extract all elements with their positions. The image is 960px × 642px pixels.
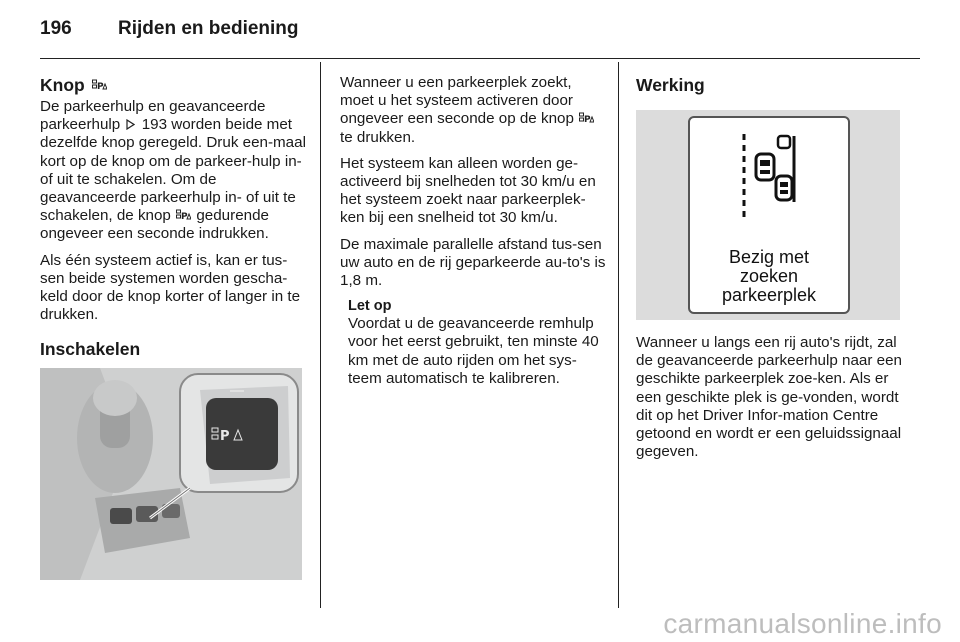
column-divider-2: [618, 62, 619, 608]
knop-para1-part-b: worden beide met dezelfde knop geregeld. Druk een-maal kort op de knop om de parkeer-hulp in- of uit te schakelen. Om de geavanceerde parkeerhulp in- of uit te schakelen, de knop: [40, 116, 306, 225]
parking-search-graphic: [690, 118, 848, 238]
parking-assist-button-icon: [176, 209, 191, 221]
page-number: 196: [40, 18, 72, 39]
display-line-1: Bezig met: [728, 247, 810, 267]
werking-heading: [636, 74, 906, 96]
activation-paragraph-3: De maximale parallelle afstand tus-sen uw auto en de rij geparkeerde au-to's is 1,8 m.: [340, 235, 606, 290]
column-2: [340, 74, 608, 388]
knop-para1-part-a: De parkeerhulp en geavanceerde parkeerhulp: [40, 98, 266, 134]
knop-heading: [40, 74, 306, 96]
driver-information-display-illustration: [636, 110, 900, 320]
knop-para1-part-c: gedurende ongeveer een seconde indrukken.: [40, 207, 269, 243]
parked-car-icon-bottom: [776, 176, 792, 200]
svg-text:P: P: [584, 115, 591, 125]
inschakelen-heading: [40, 338, 306, 360]
column-3: [636, 74, 906, 469]
svg-text:P: P: [96, 82, 104, 91]
knop-paragraph-1: [40, 98, 306, 244]
knop-heading-text: Knop: [40, 75, 85, 95]
note-block: [340, 298, 608, 388]
activation-paragraph-2: Het systeem kan alleen worden ge-activeerd bij snelheden tot 30 km/u en het systeem zoekt naar parkeerplek-ken bij een snelheid tot 30 km/u.: [340, 154, 596, 227]
console-button-illustration: [40, 368, 302, 580]
werking-heading-text: Werking: [636, 75, 705, 95]
activation-paragraph-1: [340, 74, 608, 147]
page-reference-arrow-icon: [126, 119, 135, 130]
parking-assist-button-icon: [92, 79, 107, 91]
inschakelen-heading-text: Inschakelen: [40, 339, 141, 360]
column-divider-1: [320, 62, 321, 608]
svg-text:P: P: [220, 429, 230, 445]
page-reference-link[interactable]: 193: [141, 116, 168, 134]
display-status-text: [690, 248, 848, 305]
console-illustration-svg: [40, 368, 302, 580]
activation-para1-part-a: Wanneer u een parkeerplek zoekt, moet u het systeem activeren door ongeveer een seconde op de knop: [340, 74, 574, 128]
werking-paragraph-1: Wanneer u langs een rij auto's rijdt, zal de geavanceerde parkeerhulp naar een geschikte parkeerplek zoe-ken. Als er een geschikte plek is ge-vonden, wordt dit op het Driver Infor-mation Centre getoond en wordt er een geluidssignaal gegeven.: [636, 334, 902, 461]
knop-paragraph-2: Als één systeem actief is, kan er tus-sen beide systemen worden gescha-keld door de knop korter of langer in te drukken.: [40, 251, 301, 324]
own-car-icon: [756, 154, 774, 180]
display-line-2: zoeken: [739, 266, 799, 286]
display-screen: [688, 116, 850, 314]
note-text: Voordat u de geavanceerde remhulp voor het eerst gebruikt, ten minste 40 km met de auto rijden om het sys-teem automatisch te kalibreren.: [348, 315, 599, 387]
page-title: Rijden en bediening: [118, 18, 299, 39]
page-header: [40, 18, 299, 48]
svg-text:P: P: [181, 212, 188, 222]
parked-car-icon-top: [778, 136, 790, 148]
column-1: [40, 74, 306, 580]
watermark: carmanualsonline.info: [663, 608, 942, 639]
activation-para1-part-b: te drukken.: [340, 128, 416, 146]
parking-assist-button-icon: [579, 112, 594, 124]
display-line-3: parkeerplek: [721, 285, 817, 305]
note-title: Let op: [348, 298, 392, 315]
header-rule: [40, 58, 920, 59]
